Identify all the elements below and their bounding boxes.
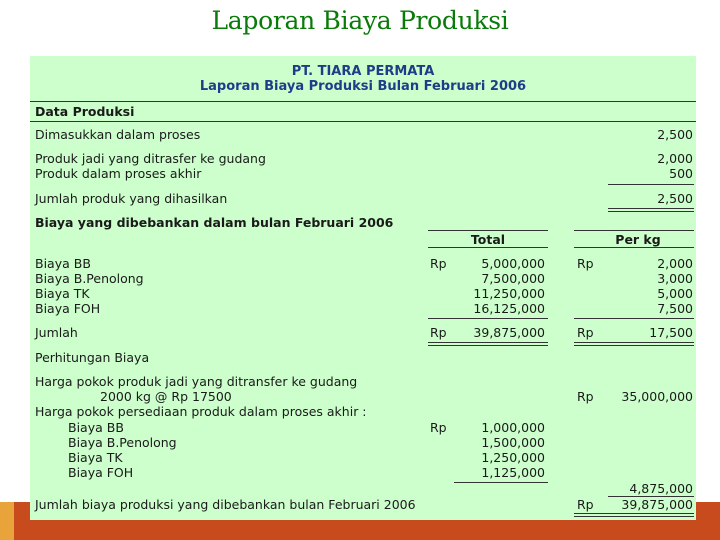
transferred-label: Produk jadi yang ditrasfer ke gudang	[35, 151, 266, 166]
perkg-col-topline	[574, 230, 694, 231]
cost-row-perkg: 7,500	[657, 301, 693, 316]
sum-total-double-line	[428, 342, 548, 346]
report-subtitle: Laporan Biaya Produksi Bulan Februari 2006	[199, 79, 527, 94]
total-col-topline	[428, 230, 548, 231]
entered-label: Dimasukkan dalam proses	[35, 127, 201, 142]
sum-currency-total: Rp	[430, 325, 447, 340]
subtotal-line	[608, 184, 694, 185]
cost-row-perkg: 5,000	[657, 286, 693, 301]
sum-currency-perkg: Rp	[577, 325, 594, 340]
cost-row-label: Biaya FOH	[35, 301, 101, 316]
wip-total: 4,875,000	[629, 481, 693, 496]
sum-perkg-double-line	[574, 342, 694, 346]
wip-cost-label: Harga pokok persediaan produk dalam proses akhir :	[35, 404, 367, 419]
wip-row-value: 1,000,000	[481, 420, 545, 435]
transfer-currency: Rp	[577, 389, 594, 404]
produced-total-value: 2,500	[657, 191, 693, 206]
wip-row-label: Biaya FOH	[68, 465, 134, 480]
sum-label: Jumlah	[35, 325, 78, 340]
company-name: PT. TIARA PERMATA	[291, 64, 435, 79]
transfer-value: 35,000,000	[621, 389, 693, 404]
data-produksi-heading: Data Produksi	[35, 104, 135, 119]
cost-row-label: Biaya TK	[35, 286, 90, 301]
wip-row-value: 1,250,000	[481, 450, 545, 465]
cost-row-total: 7,500,000	[481, 271, 545, 286]
slide-title: Laporan Biaya Produksi	[211, 6, 509, 35]
data-produksi-divider	[30, 121, 696, 122]
cost-row-total: 5,000,000	[481, 256, 545, 271]
wip-label: Produk dalam proses akhir	[35, 166, 202, 181]
col-total-header: Total	[470, 232, 506, 247]
transfer-detail: 2000 kg @ Rp 17500	[100, 389, 232, 404]
entered-value: 2,500	[657, 127, 693, 142]
cost-row-perkg: 3,000	[657, 271, 693, 286]
wip-row-label: Biaya BB	[68, 420, 124, 435]
currency-perkg: Rp	[577, 256, 594, 271]
perhitungan-heading: Perhitungan Biaya	[35, 350, 150, 365]
transfer-label: Harga pokok produk jadi yang ditransfer ke gudang	[35, 374, 358, 389]
footer-accent	[0, 502, 14, 540]
grand-double-line	[574, 513, 694, 517]
cost-row-total: 11,250,000	[473, 286, 545, 301]
perkg-sum-line	[574, 318, 694, 319]
wip-currency: Rp	[430, 420, 447, 435]
biaya-heading: Biaya yang dibebankan dalam bulan Februari 2006	[35, 215, 394, 230]
wip-row-label: Biaya TK	[68, 450, 123, 465]
sum-total: 39,875,000	[473, 325, 545, 340]
produced-total-label: Jumlah produk yang dihasilkan	[35, 191, 228, 206]
cost-row-label: Biaya BB	[35, 256, 91, 271]
cost-row-perkg: 2,000	[657, 256, 693, 271]
header-divider	[30, 101, 696, 102]
cost-report	[30, 56, 696, 520]
wip-sum-line	[454, 482, 548, 483]
total-double-line	[608, 208, 694, 212]
wip-value: 500	[669, 166, 693, 181]
grand-total: 39,875,000	[621, 497, 693, 512]
cost-sum-line	[428, 318, 548, 319]
sum-perkg: 17,500	[649, 325, 693, 340]
wip-row-value: 1,500,000	[481, 435, 545, 450]
currency-total: Rp	[430, 256, 447, 271]
cost-row-label: Biaya B.Penolong	[35, 271, 144, 286]
transferred-value: 2,000	[657, 151, 693, 166]
grand-currency: Rp	[577, 497, 594, 512]
col-perkg-header: Per kg	[615, 232, 661, 247]
perkg-col-underline	[574, 247, 694, 248]
total-col-underline	[428, 247, 548, 248]
grand-label: Jumlah biaya produksi yang dibebankan bulan Februari 2006	[35, 497, 416, 512]
cost-row-total: 16,125,000	[473, 301, 545, 316]
wip-row-value: 1,125,000	[481, 465, 545, 480]
wip-row-label: Biaya B.Penolong	[68, 435, 177, 450]
